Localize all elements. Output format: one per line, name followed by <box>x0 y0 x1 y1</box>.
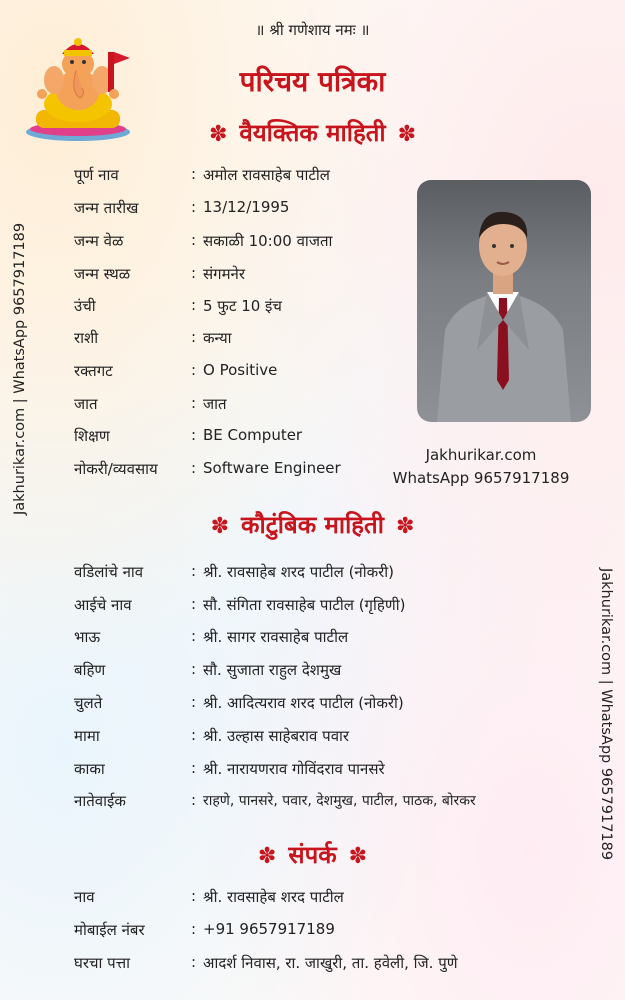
row-colon: : <box>191 328 197 346</box>
row-colon: : <box>191 726 197 744</box>
row-label: शिक्षण <box>74 427 110 445</box>
family-row-mother <box>74 595 574 619</box>
profile-photo <box>417 180 591 422</box>
row-colon: : <box>191 759 197 777</box>
row-label: रक्तगट <box>74 362 113 380</box>
row-colon: : <box>191 394 197 412</box>
family-row-uncle-maternal <box>74 726 574 750</box>
row-colon: : <box>191 562 197 580</box>
row-colon: : <box>191 426 197 444</box>
family-row-kaka <box>74 759 574 783</box>
row-label: जात <box>74 395 98 413</box>
row-label: मामा <box>74 727 100 745</box>
row-colon: : <box>191 627 197 645</box>
star-icon: ✽ <box>395 513 415 539</box>
row-value: सौ. सुजाता राहुल देशमुख <box>203 661 342 679</box>
row-value: श्री. रावसाहेब शरद पाटील <box>203 888 344 906</box>
row-value: O Positive <box>203 361 278 379</box>
row-colon: : <box>191 595 197 613</box>
contact-row-name <box>74 887 574 911</box>
row-value: BE Computer <box>203 426 303 444</box>
row-colon: : <box>191 953 197 971</box>
invocation-text: ॥ श्री गणेशाय नमः ॥ <box>255 21 370 39</box>
page-title: परिचय पत्रिका <box>239 65 386 98</box>
section-heading-family <box>0 508 625 541</box>
photo-caption-website: Jakhurikar.com <box>425 446 537 464</box>
row-label: उंची <box>74 297 96 315</box>
row-value: आदर्श निवास, रा. जाखुरी, ता. हवेली, जि. पुणे <box>203 954 458 972</box>
family-row-brother <box>74 627 574 651</box>
contact-row-mobile <box>74 920 574 944</box>
row-label: चुलते <box>74 694 103 712</box>
row-label: जन्म वेळ <box>74 232 124 250</box>
row-value: अमोल रावसाहेब पाटील <box>203 166 330 184</box>
row-label: नातेवाईक <box>74 792 126 810</box>
row-colon: : <box>191 791 197 809</box>
contact-row-address <box>74 953 574 977</box>
family-row-uncle-paternal <box>74 693 574 717</box>
row-label: बहिण <box>74 661 106 679</box>
row-colon: : <box>191 693 197 711</box>
row-label: जन्म तारीख <box>74 199 139 217</box>
side-watermark-left-text: Jakhurikar.com | WhatsApp 9657917189 <box>12 222 28 515</box>
star-icon: ✽ <box>348 843 368 869</box>
section-heading-contact <box>0 838 625 871</box>
side-watermark-right-text: Jakhurikar.com | WhatsApp 9657917189 <box>598 568 614 861</box>
star-icon: ✽ <box>397 121 417 147</box>
row-value: श्री. सागर रावसाहेब पाटील <box>203 628 349 646</box>
row-value: राहणे, पानसरे, पवार, देशमुख, पाटील, पाठक, बोरकर <box>203 793 476 809</box>
row-colon: : <box>191 887 197 905</box>
row-colon: : <box>191 660 197 678</box>
photo-caption-whatsapp: WhatsApp 9657917189 <box>392 469 570 487</box>
row-colon: : <box>191 165 197 183</box>
section-heading-family-text: कौटुंबिक माहिती <box>241 511 384 539</box>
row-colon: : <box>191 231 197 249</box>
row-colon: : <box>191 198 197 216</box>
row-value: श्री. उल्हास साहेबराव पवार <box>203 727 350 745</box>
row-value: 5 फुट 10 इंच <box>203 297 282 315</box>
star-icon: ✽ <box>210 513 230 539</box>
row-label: काका <box>74 760 105 778</box>
section-heading-personal <box>0 116 625 149</box>
row-colon: : <box>191 264 197 282</box>
row-label: आईचे नाव <box>74 596 132 614</box>
row-value: संगमनेर <box>203 265 246 283</box>
row-value: श्री. रावसाहेब शरद पाटील (नोकरी) <box>203 563 395 581</box>
row-value: कन्या <box>203 329 232 347</box>
row-label: नोकरी/व्यवसाय <box>74 460 158 478</box>
star-icon: ✽ <box>257 843 277 869</box>
row-value: सकाळी 10:00 वाजता <box>203 232 333 250</box>
row-label: घरचा पत्ता <box>74 954 130 972</box>
row-colon: : <box>191 296 197 314</box>
row-label: मोबाईल नंबर <box>74 921 145 939</box>
star-icon: ✽ <box>208 121 228 147</box>
row-colon: : <box>191 361 197 379</box>
family-row-father <box>74 562 574 586</box>
row-value: श्री. नारायणराव गोविंदराव पानसरे <box>203 760 385 778</box>
row-label: वडिलांचे नाव <box>74 563 144 581</box>
row-value: जात <box>203 395 227 413</box>
row-value: 13/12/1995 <box>203 198 290 216</box>
info-row-occupation <box>74 459 364 483</box>
row-value: श्री. आदित्यराव शरद पाटील (नोकरी) <box>203 694 404 712</box>
side-watermark-left <box>12 175 36 515</box>
row-label: नाव <box>74 888 95 906</box>
row-value: +91 9657917189 <box>203 920 335 938</box>
section-heading-personal-text: वैयक्तिक माहिती <box>239 119 386 147</box>
row-value: सौ. संगिता रावसाहेब पाटील (गृहिणी) <box>203 596 406 614</box>
section-heading-contact-text: संपर्क <box>288 841 337 869</box>
row-colon: : <box>191 459 197 477</box>
row-label: पूर्ण नाव <box>74 166 119 184</box>
row-colon: : <box>191 920 197 938</box>
row-label: जन्म स्थळ <box>74 265 131 283</box>
row-label: भाऊ <box>74 628 101 646</box>
row-value: Software Engineer <box>203 459 341 477</box>
family-row-relatives <box>74 791 574 815</box>
family-row-sister <box>74 660 574 684</box>
row-label: राशी <box>74 329 99 347</box>
